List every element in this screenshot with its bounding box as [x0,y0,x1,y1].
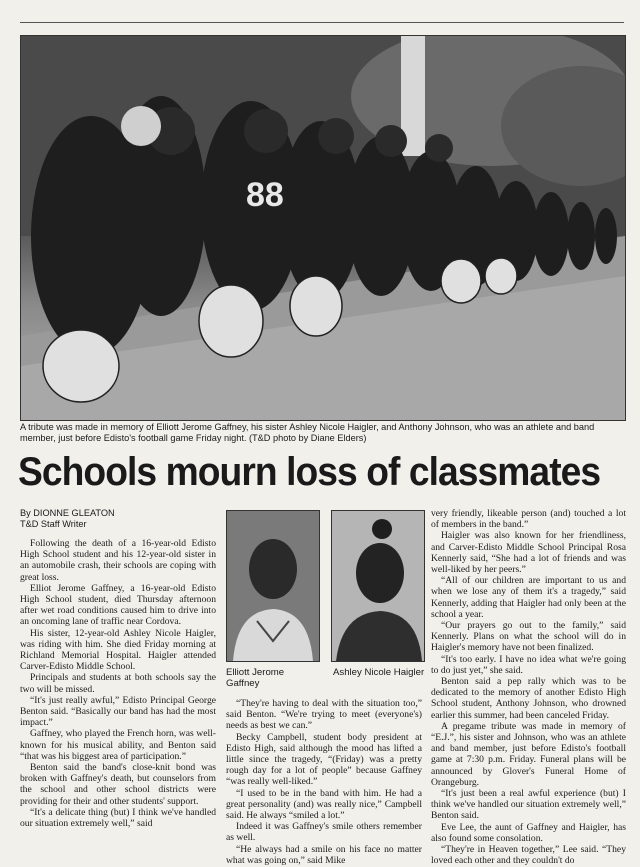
paragraph: “I used to be in the band with him. He had a great personality (and) was really nice,” Campbell said. He always “smiled a lot.” [226,787,422,822]
article-column-2 [226,698,422,866]
paragraph: very friendly, likeable person (and) touched a lot of members in the band.” [431,508,626,531]
paragraph: Elliot Jerome Gaffney, a 16-year-old Edisto High School student, died Thursday afternoon after wet road conditions caused him to drive into an oncoming lane of traffic near Cordova. [20,582,216,628]
paragraph: “It's too early. I have no idea what we're going to do just yet,” she said. [431,653,626,676]
football-tribute-photo [20,35,626,421]
paragraph: “All of our children are important to us and when we lose any of them it's a tragedy,” said Kennerly, adding that Haigler had only been at the school a year. [431,575,626,620]
article-column-3 [431,508,626,867]
byline [20,508,216,530]
paragraph: Following the death of a 16-year-old Edisto High School student and his 12-year-old sister in an automobile crash, their schools are coping with great loss. [20,538,216,583]
paragraph: “They're having to deal with the situation too,” said Benton. “We're trying to meet (everyone's) needs as best we can.” [226,698,422,732]
byline-author: By DIONNE GLEATON [20,508,115,518]
paragraph: “It's just been a real awful experience (but) I think we've handled our situation extremely well,” Benton said. [431,788,626,822]
paragraph: Benton said the band's close-knit bond was broken with Gaffney's death, but counselors from the school and other school districts were providing for their and other students' support. [20,762,216,807]
paragraph: Indeed it was Gaffney's smile others remember as well. [226,821,422,844]
paragraph: “It's just really awful,” Edisto Principal George Benton said. “Basically our band has had the most impact.” [20,694,216,729]
headline: Schools mourn loss of classmates [18,450,601,494]
paragraph: His sister, 12-year-old Ashley Nicole Haigler, was riding with him. She died Friday morning at Richland Memorial Hospital. Haigler attended Carver-Edisto Middle School. [20,627,216,673]
portrait-caption-gaffney: Elliott Jerome Gaffney [226,667,285,689]
paragraph: Principals and students at both schools say the two will be missed. [20,672,216,695]
byline-role: T&D Staff Writer [20,519,87,529]
paragraph: Haigler was also known for her friendliness, and Carver-Edisto Middle School Principal Rosa Kennerly said, “She had a lot of friends and was well-liked by her peers.” [431,530,626,576]
portrait-photo-haigler [331,510,425,662]
article-column-1 [20,508,216,829]
paragraph: Becky Campbell, student body president at Edisto High, said although the mood has lifted a little since the tragedy, “(Friday) was a pretty rough day for a lot of people” because Gaffney “was really well-liked.” [226,731,422,788]
paragraph: Gaffney, who played the French horn, was well-known for his musical ability, and Benton said “that was his biggest area of participation.” [20,728,216,762]
paragraph: Eve Lee, the aunt of Gaffney and Haigler, has also found some consolation. [431,821,626,844]
paragraph: “It's a delicate thing (but) I think we've handled our situation extremely well,” said [20,806,216,830]
paragraph: “Our prayers go out to the family,” said Kennerly. Plans on what the school will do in Haigler's memory have not been finalized. [431,620,626,654]
top-rule [20,22,624,23]
paragraph: Benton said a pep rally which was to be dedicated to the memory of another Edisto High School student, Anthony Johnson, who drowned earlier this summer, had been canceled Friday. [431,676,626,721]
players-kneeling-illustration [21,36,625,420]
portrait-photo-gaffney [226,510,320,662]
paragraph: A pregame tribute was made in memory of “E.J.”, his sister and Johnson, who was an athlete and band member, just before Edisto's football game at 7:30 p.m. Friday. Funeral plans will be announced by Glover's Funeral Home of Orangeburg. [431,720,626,788]
jersey-number: 88 [246,176,284,214]
paragraph: “They're in Heaven together,” Lee said. “They loved each other and they couldn't do [431,844,626,867]
portrait-caption-haigler: Ashley Nicole Haigler [333,667,425,678]
paragraph: “He always had a smile on his face no matter what was going on,” said Mike [226,843,422,866]
photo-caption: A tribute was made in memory of Elliott Jerome Gaffney, his sister Ashley Nicole Haigler, and Anthony Johnson, who was an athlete and band member, just before Edisto's football game Friday night. (T&D photo by Diane Elders) [20,422,595,443]
